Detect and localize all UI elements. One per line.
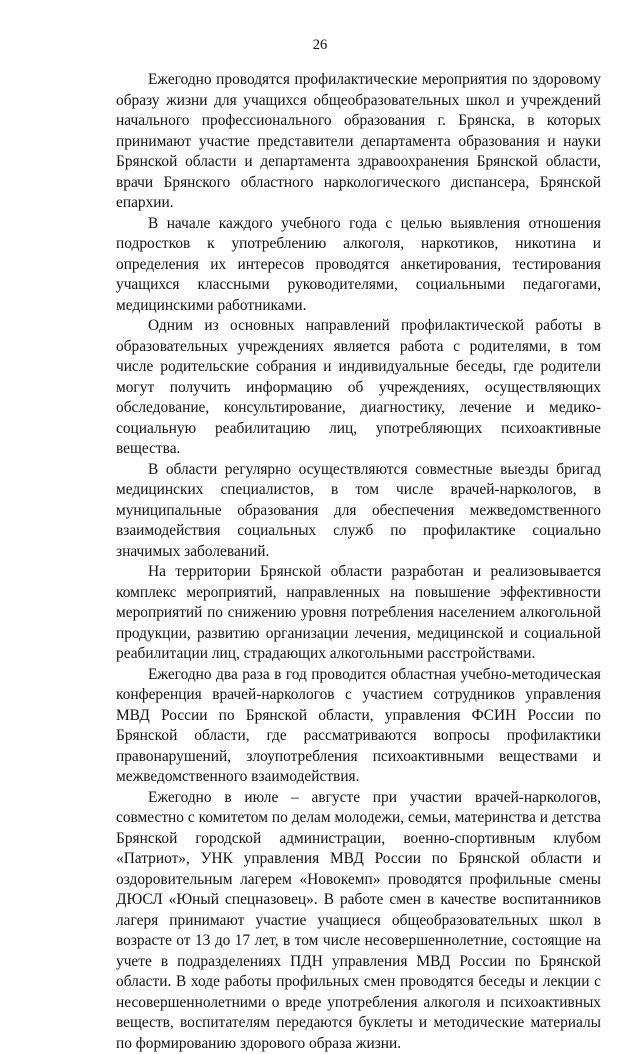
paragraph-alcohol-program: На территории Брянской области разработан и реализовывается комплекс мероприятий, направленных на повышение эффективности мероприятий по снижению уровня потребления населением алкогольной продукции, развитию организации лечения, медицинской и социальной реабилитации лиц, страдающих алкогольными расстройствами. — [116, 562, 601, 665]
paragraph-parents: Одним из основных направлений профилактической работы в образовательных учреждениях является работа с родителями, в том числе родительские собрания и индивидуальные беседы, где родители могут получить информацию об учреждениях, осуществляющих обследование, консультирование, диагностику, лечение и медико-социальную реабилитацию лиц, употребляющих психоактивные вещества. — [116, 316, 601, 460]
paragraph-conference: Ежегодно два раза в год проводится областная учебно-методическая конференция врачей-наркологов с участием сотрудников управления МВД России по Брянской области, управления ФСИН России по Брянской области, где рассматриваются вопросы профилактики правонарушений, злоупотребления психоактивными веществами и межведомственного взаимодействия. — [116, 665, 601, 788]
paragraph-health-events: Ежегодно проводятся профилактические мероприятия по здоровому образу жизни для учащихся общеобразовательных школ и учреждений начального профессионального образования г. Брянска, в которых принимают участие представители департамента образования и науки Брянской области и департамента здравоохранения Брянской области, врачи Брянского областного наркологического диспансера, Брянской епархии. — [116, 70, 601, 214]
paragraph-surveys: В начале каждого учебного года с целью выявления отношения подростков к употреблению алкоголя, наркотиков, никотина и определения их интересов проводятся анкетирования, тестирования учащихся классными руководителями, социальными педагогами, медицинскими работниками. — [116, 214, 601, 317]
page-number: 26 — [0, 38, 640, 53]
paragraph-field-teams: В области регулярно осуществляются совместные выезды бригад медицинских специалистов, в том числе врачей-наркологов, в муниципальные образования для обеспечения межведомственного взаимодействия социальных служб по профилактике социально значимых заболеваний. — [116, 460, 601, 563]
body-text — [116, 70, 601, 1054]
paragraph-summer-camp: Ежегодно в июле – августе при участии врачей-наркологов, совместно с комитетом по делам молодежи, семьи, материнства и детства Брянской городской администрации, военно-спортивным клубом «Патриот», УНК управления МВД России по Брянской области и оздоровительным лагерем «Новокемп» проводятся профильные смены ДЮСЛ «Юный спецназовец». В работе смен в качестве воспитанников лагеря принимают участие учащиеся общеобразовательных школ в возрасте от 13 до 17 лет, в том числе несовершеннолетние, состоящие на учете в подразделениях ПДН управления МВД России по Брянской области. В ходе работы профильных смен проводятся беседы и лекции с несовершеннолетними о вреде употребления алкоголя и психоактивных веществ, воспитателям передаются буклеты и методические материалы по формированию здорового образа жизни. — [116, 788, 601, 1054]
